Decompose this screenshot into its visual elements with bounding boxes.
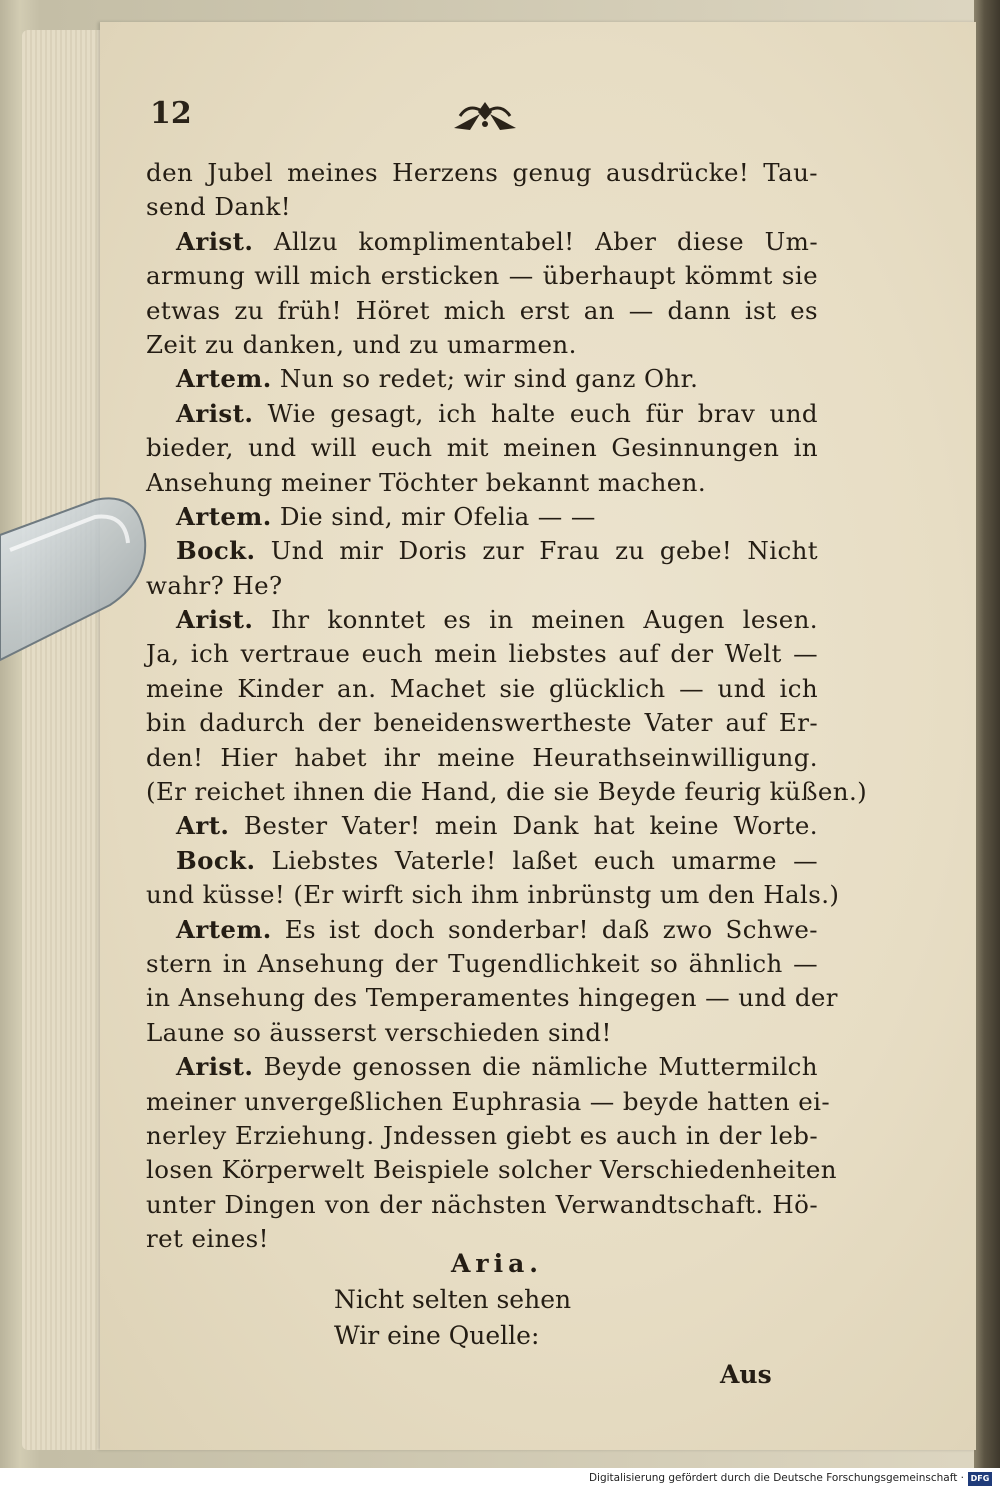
text-line [146, 981, 838, 1015]
text-line [146, 637, 818, 671]
line-text: Beyde genossen die nämliche Muttermilch [253, 1052, 818, 1082]
line-text: den! Hier habet ihr meine Heurathseinwilligung. [146, 742, 818, 772]
line-text: armung will mich ersticken — überhaupt kömmt sie [146, 261, 818, 291]
line-text: Es ist doch sonderbar! daß zwo Schwe- [271, 914, 818, 944]
text-line [146, 569, 818, 603]
text-line [146, 431, 818, 465]
body-text [146, 156, 868, 1257]
footer-bar [0, 1468, 1000, 1490]
text-line [146, 706, 818, 740]
text-line [146, 913, 818, 947]
text-line [146, 741, 818, 775]
text-line [146, 1016, 818, 1050]
text-line [146, 1119, 818, 1153]
line-text: etwas zu früh! Höret mich erst an — dann ist es [146, 295, 818, 325]
aria-line: Nicht selten sehen [334, 1285, 572, 1314]
speaker-name: Arist. [176, 1052, 254, 1082]
text-line [146, 190, 818, 224]
speaker-name: Artem. [176, 501, 272, 531]
speaker-name: Arist. [176, 398, 254, 428]
text-line [146, 947, 818, 981]
line-text: bin dadurch der beneidenswertheste Vater auf Er- [146, 708, 818, 738]
fleuron-ornament-icon [450, 100, 520, 134]
speaker-name: Arist. [176, 605, 254, 635]
text-line [146, 466, 818, 500]
dfg-logo: DFG [968, 1472, 992, 1486]
page-header [150, 96, 820, 140]
line-text: Zeit zu danken, und zu umarmen. [146, 329, 577, 359]
line-text: nerley Erziehung. Jndessen giebt es auch in der leb- [146, 1120, 818, 1150]
line-text: meine Kinder an. Machet sie glücklich — und ich [146, 673, 818, 703]
page-number: 12 [150, 96, 192, 131]
text-line [146, 1188, 818, 1222]
line-text: Allzu komplimentabel! Aber diese Um- [253, 226, 818, 256]
line-text: Laune so äusserst verschieden sind! [146, 1017, 612, 1047]
line-text: den Jubel meines Herzens genug ausdrücke! Tau- [146, 158, 818, 187]
text-line [146, 603, 818, 637]
line-text: send Dank! [146, 192, 292, 222]
book-spine-shadow [974, 0, 1000, 1468]
text-line [146, 878, 840, 912]
text-line [146, 259, 818, 293]
aria-title: Aria. [451, 1249, 543, 1278]
text-line [146, 1050, 818, 1084]
line-text: und küsse! (Er wirft sich ihm inbrünstg um den Hals.) [146, 880, 840, 910]
line-text: Die sind, mir Ofelia — — [271, 501, 596, 531]
line-text: Ansehung meiner Töchter bekannt machen. [146, 467, 707, 497]
text-line [146, 775, 868, 809]
text-line [146, 672, 818, 706]
line-text: bieder, und will euch mit meinen Gesinnungen in [146, 433, 818, 463]
text-line [146, 156, 818, 190]
speaker-name: Bock. [176, 536, 256, 566]
speaker-name: Art. [176, 811, 230, 841]
catchword: Aus [720, 1360, 772, 1389]
aria-section [146, 1246, 818, 1354]
speaker-name: Bock. [176, 845, 256, 875]
speaker-name: Artem. [176, 914, 272, 944]
line-text: Ihr konntet es in meinen Augen lesen. [253, 605, 818, 635]
line-text: meiner unvergeßlichen Euphrasia — beyde hatten ei- [146, 1086, 831, 1116]
text-line [146, 1085, 831, 1119]
page-holder-clip [0, 495, 150, 665]
text-line [146, 500, 818, 534]
line-text: ret eines! [146, 1224, 269, 1254]
text-line [146, 294, 818, 328]
text-line [146, 1153, 837, 1187]
speaker-name: Artem. [176, 364, 272, 394]
line-text: wahr? He? [146, 570, 283, 600]
footer-credit: Digitalisierung gefördert durch die Deutsche Forschungsgemeinschaft · [588, 1472, 964, 1484]
line-text: Nun so redet; wir sind ganz Ohr. [271, 364, 699, 394]
aria-line: Wir eine Quelle: [334, 1321, 540, 1350]
speaker-name: Arist. [176, 226, 254, 256]
line-text: Ja, ich vertraue euch mein liebstes auf der Welt — [146, 639, 818, 669]
text-line [146, 362, 818, 396]
text-line [146, 809, 818, 843]
line-text: Liebstes Vaterle! laßet euch umarme — [255, 845, 818, 875]
line-text: Bester Vater! mein Dank hat keine Worte. [229, 811, 818, 841]
page-stack-edges [22, 30, 112, 1450]
line-text: in Ansehung des Temperamentes hingegen — und der [146, 983, 838, 1013]
text-line [146, 844, 818, 878]
line-text: (Er reichet ihnen die Hand, die sie Beyde feurig küßen.) [146, 777, 868, 807]
text-line [146, 225, 818, 259]
line-text: Wie gesagt, ich halte euch für brav und [253, 398, 818, 428]
text-line [146, 534, 818, 568]
line-text: stern in Ansehung der Tugendlichkeit so ähnlich — [146, 948, 818, 978]
line-text: losen Körperwelt Beispiele solcher Verschiedenheiten [146, 1155, 837, 1185]
text-line [146, 328, 818, 362]
line-text: Und mir Doris zur Frau zu gebe! Nicht [255, 536, 818, 566]
text-line [146, 397, 818, 431]
line-text: unter Dingen von der nächsten Verwandtschaft. Hö- [146, 1189, 818, 1219]
